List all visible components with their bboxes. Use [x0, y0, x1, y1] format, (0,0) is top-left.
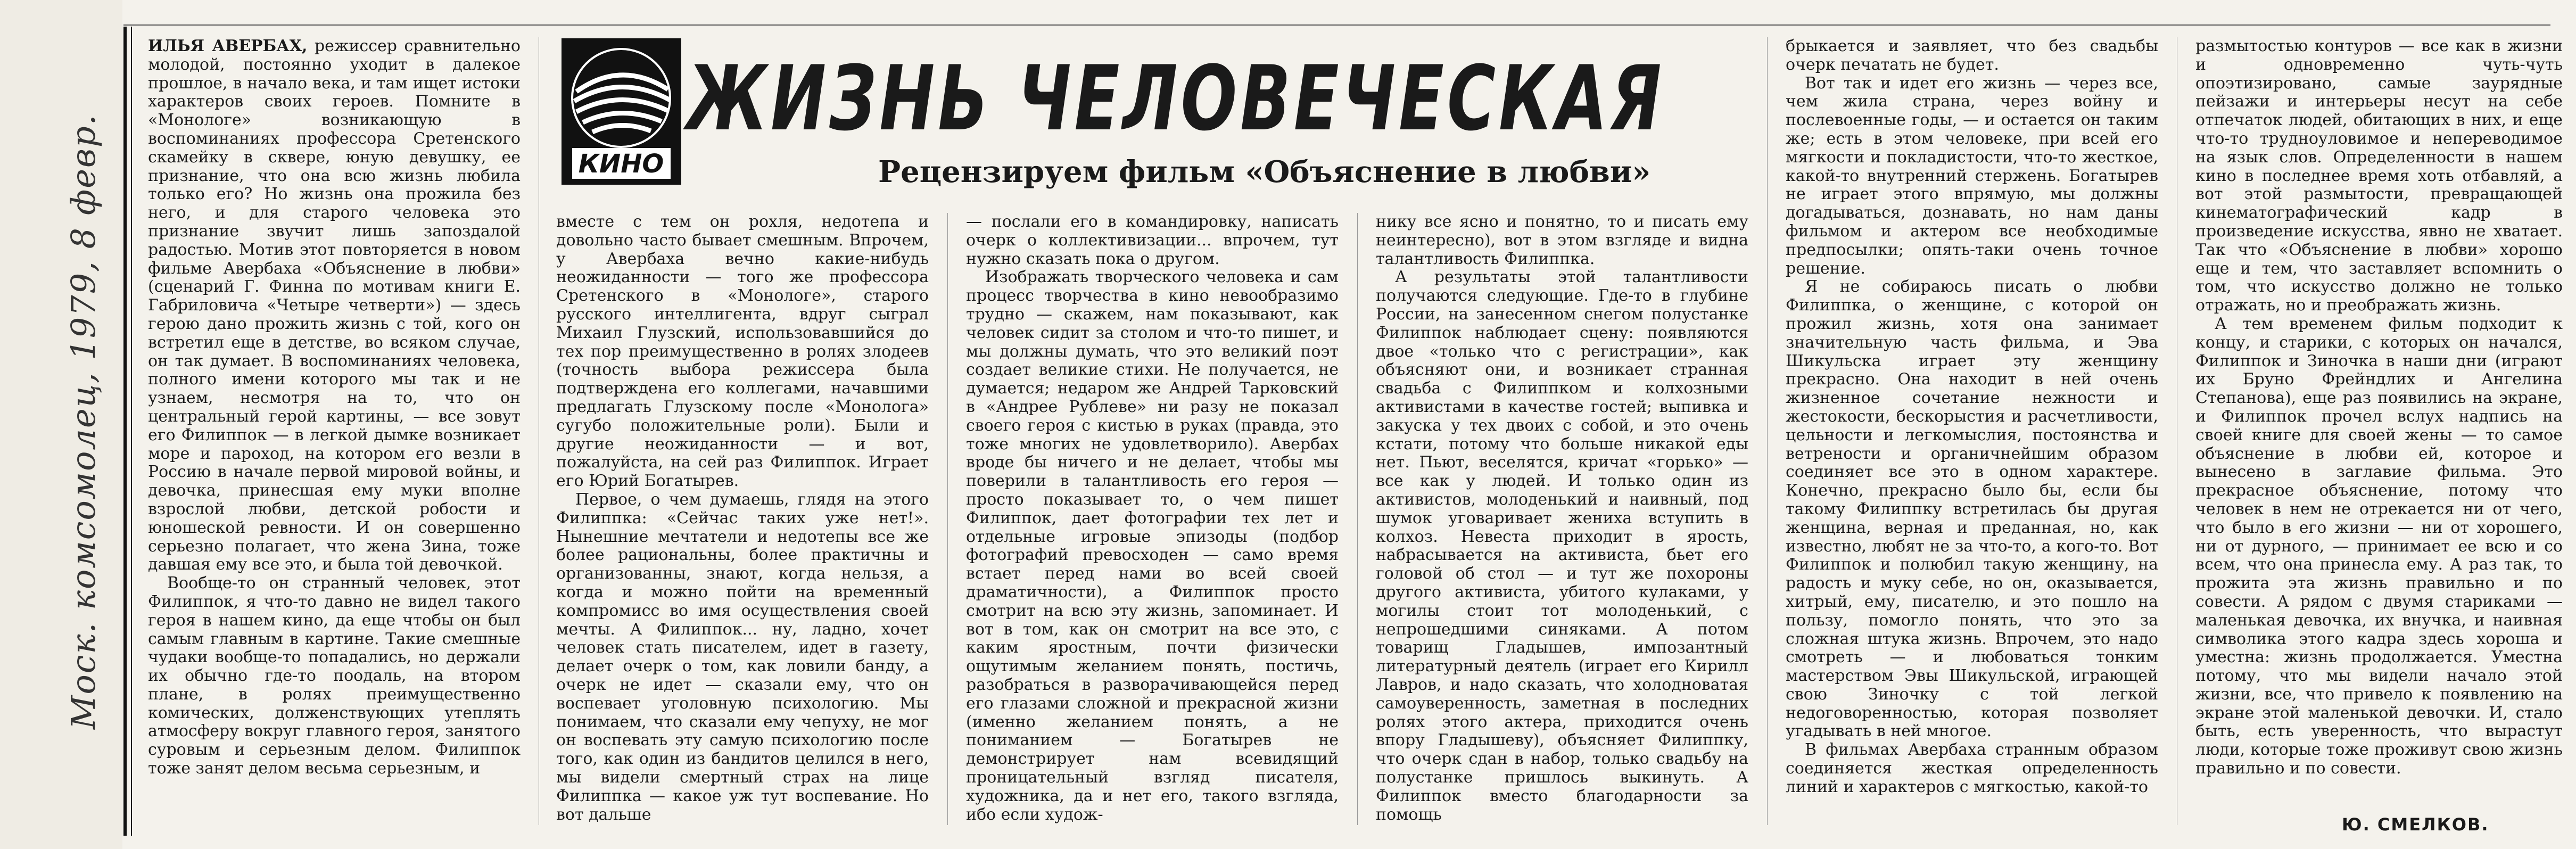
paragraph-text: режиссер сравнительно молодой, постоянно уходит в далекое прошлое, в начало века, и там ищет истоки характеров своих героев. Помните в «Монологе» возникающую в воспоминаниях профессора Сретенского скамейку в сквере, юную девушку, ее признание, что она всю жизнь любила только его? Но жизнь она прожила без него, и для старого человека это признание звучит лишь запоздалой радостью. Мотив этот повторяется в новом фильме Авербаха «Объяснение в любви» (сценарий Г. Финна по мотивам книги Е. Габриловича «Четыре четверти») — здесь герою дано прожить жизнь с той, кого он встретил еще в детстве, во всяком случае, он так думает. В воспоминаниях человека, полного имени которого мы так и не узнаем, несмотря на то, что он центральный герой картины, — все зовут его Филиппок — в легкой дымке возникает море и пароход, на котором его везли в Россию в начале первой мировой войны, и девочка, принесшая ему муки вполне взрослой любви, детской робости и юношеской ревности. И он совершенно серьезно полагает, что жена Зина, тоже давшая ему все это, и была той девочкой.: [148, 37, 521, 574]
article-column-2: [556, 213, 929, 825]
film-reel-icon: [562, 38, 681, 185]
left-border-thick: [123, 27, 127, 836]
top-border: [123, 24, 2550, 26]
article-column-1: [148, 37, 521, 825]
column-3-paragraph-2: Изображать творческого человека и сам процесс творчества в кино невообразимо трудно — скажем, нам показывают, как человек сидит за столом и что-то пишет, и мы должны думать, что это великий поэт создает великие стихи. Не получается, не думается; недаром же Андрей Тарковский в «Андрее Рублеве» ни разу не показал своего героя с кистью в руках (правда, это тоже многих не удовлетворило). Авербах вроде бы ничего и не делает, чтобы мы поверили в талантливость его героя — просто показывает то, о чем пишет Филиппок, дает фотографии тех лет и отдельные игровые эпизоды (подбор фотографий превосходен — само время встает перед нами во всей своей драматичности), а Филиппок просто смотрит на всю эту жизнь, запоминает. И вот в том, как он смотрит на все это, с каким яростным, почти физически ощутимым желанием понять, постичь, разобраться в разворачивающейся перед его глазами сложной и прекрасной жизни (именно желанием понять, а не пониманием — Богатырев не демонстрирует нам всевидящий проницательный взгляд писателя, художника, да и нет его, такого взгляда, ибо если худож-: [966, 268, 1339, 824]
column-1-paragraph-2: Вообще-то он странный человек, этот Филиппок, я что-то давно не видел такого героя в нашем кино, да еще чтобы он был самым главным в картине. Такие смешные чудаки вообще-то попадались, но держали их обычно где-то поодаль, на втором плане, в ролях преимущественно комических, долженствующих утеплять атмосферу вокруг главного героя, занятого суровым и серьезным делом. Филиппок тоже занят делом весьма серьезным, и: [148, 574, 521, 778]
article-column-5: [1786, 37, 2158, 825]
column-divider: [1767, 37, 1768, 825]
column-6-paragraph-1: размытостью контуров — все как в жизни и одновременно чуть-чуть опоэтизировано, самые заурядные пейзажи и интерьеры несут на себе отпечаток людей, обитающих в них, и еще что-то трудноуловимое и непереводимое на язык слов. Определенности в нашем кино в последнее время хоть отбавляй, а вот этой размытости, превращающей кинематографический кадр в произведение искусства, явно не хватает. Так что «Объяснение в любви» хорошо еще и тем, что заставляет вспомнить о том, что искусство должно не только отражать, но и преображать жизнь.: [2195, 37, 2563, 315]
article-column-3: [966, 213, 1339, 825]
logo-label: КИНО: [578, 149, 664, 179]
page-margin: [0, 0, 122, 849]
column-4-paragraph-1: нику все ясно и понятно, то и писать ему неинтересно), вот в этом взгляде и видна талантливость Филиппка.: [1376, 213, 1748, 268]
column-2-paragraph-1: вместе с тем он рохля, недотепа и довольно часто бывает смешным. Впрочем, у Авербаха вечно какие-нибудь неожиданности — того же профессора Сретенского в «Монологе», старого русского интеллигента, вдруг сыграл Михаил Глузский, использовавшийся до тех пор преимущественно в ролях злодеев (точность выбора режиссера была подтверждена его коллегами, начавшими предлагать Глузскому после «Монолога» сугубо положительные роли). Были и другие неожиданности — и вот, пожалуйста, на сей раз Филиппок. Играет его Юрий Богатырев.: [556, 213, 929, 491]
column-2-paragraph-2: Первое, о чем думаешь, глядя на этого Филиппка: «Сейчас таких уже нет!». Нынешние мечтатели и недотепы все же более рациональны, более практичны и организованны, знают, когда нельзя, а когда и можно пойти на временный компромисс во имя осуществления своей мечты. А Филиппок... ну, ладно, хочет человек стать писателем, идет в газету, делает очерк о том, как ловили банду, а очерк не идет — сказали ему, что он воспевает уголовную психологию. Мы понимаем, что сказали ему чепуху, не мог он воспевать эту самую психологию после того, как один из бандитов целился в него, мы видели смертный страх на лице Филиппка — какое уж тут воспевание. Но вот дальше: [556, 490, 929, 824]
kino-logo: [562, 38, 681, 185]
column-5-paragraph-1: брыкается и заявляет, что без свадьбы очерк печатать не будет.: [1786, 37, 2158, 74]
handwritten-annotation: Моск. комсомолец, 1979, 8 февр.: [64, 113, 103, 729]
article-column-4: [1376, 213, 1748, 825]
column-divider: [1357, 213, 1358, 825]
article-headline: ЖИЗНЬ ЧЕЛОВЕЧЕСКАЯ: [687, 46, 1665, 151]
column-5-paragraph-4: В фильмах Авербаха странным образом соединяется жесткая определенность линий и характеров с мягкостью, какой-то: [1786, 740, 2158, 796]
article-subheading: Рецензируем фильм «Объяснение в любви»: [878, 154, 1651, 189]
article-column-6: [2195, 37, 2563, 806]
column-4-paragraph-2: А результаты этой талантливости получаются следующие. Где-то в глубине России, на занесенном снегом полустанке Филиппок наблюдает сцену: появляются двое «только что с регистрации», как объясняют они, и возникает странная свадьба с Филиппком и колхозными активистами в качестве гостей; выпивка и закуска у тех двоих с собой, и это очень кстати, потому что больше никакой еды нет. Пьют, веселятся, кричат «горько» — все как у людей. И только один из активистов, молоденький и наивный, под шумок уговаривает жениха вступить в колхоз. Невеста приходит в ярость, набрасывается на активиста, бьет его головой об стол — и тут же похороны другого активиста, убитого кулаками, у могилы стоит тот молоденький, с непрошедшими синяками. А потом товарищ Гладышев, импозантный литературный деятель (играет его Кирилл Лавров, и надо сказать, что холодноватая самоуверенность, заметная в последних ролях этого актера, приходится очень впору Гладышеву), объясняет Филиппку, что очерк сдан в набор, только свадьбу на полустанке пришлось выкинуть. А Филиппок вместо благодарности за помощь: [1376, 268, 1748, 824]
column-3-paragraph-1: — послали его в командировку, написать очерк о коллективизации... впрочем, тут нужно сказать пока о другом.: [966, 213, 1339, 268]
column-5-paragraph-2: Вот так и идет его жизнь — через все, чем жила страна, через войну и послевоенные годы, — и остается он таким же; есть в этом человеке, при всей его мягкости и покладистости, что-то жесткое, какой-то внутренний стержень. Богатырев не играет этого впрямую, мы должны догадываться, дознавать, но нам даны фильмом и актером все необходимые предпосылки; опять-таки очень точное решение.: [1786, 73, 2158, 278]
author-lead: ИЛЬЯ АВЕРБАХ,: [148, 37, 308, 55]
column-1-paragraph-1: [148, 37, 521, 574]
left-border-thin: [131, 27, 132, 836]
column-divider: [947, 213, 948, 825]
column-6-paragraph-2: А тем временем фильм подходит к концу, и старики, с которых он начался, Филиппок и Зиночка в наши дни (играют их Бруно Фрейндлих и Ангелина Степанова), еще раз появились на экране, и Филиппок прочел вслух надпись на своей книге для своей жены — то самое объяснение в любви ей, которое и вынесено в заглавие фильма. Это прекрасное объяснение, потому что человек в нем не отрекается ни от чего, что было в его жизни — ни от хорошего, ни от дурного, — принимает ее всю и со всем, что она принесла ему. А раз так, то прожита эта жизнь правильно и по совести. А рядом с двумя стариками — маленькая девочка, их внучка, и наивная символика этого кадра здесь хороша и уместна: жизнь продолжается. Уместна потому, что мы видели начало этой жизни, все, что привело к появлению на экране этой маленькой девочки. И, стало быть, есть уверенность, что вырастут люди, которые тоже проживут свою жизнь правильно и по совести.: [2195, 314, 2563, 778]
author-signature: Ю. СМЕЛКОВ.: [2342, 814, 2489, 835]
column-5-paragraph-3: Я не собираюсь писать о любви Филиппка, о женщине, с которой он прожил жизнь, хотя она занимает значительную часть фильма, и Эва Шикульска играет эту женщину прекрасно. Она находит в ней очень жизненное сочетание нежности и жестокости, бескорыстия и расчетливости, цельности и легкомыслия, постоянства и ветрености и органичнейшим образом соединяет все это в одном характере. Конечно, прекрасно было бы, если бы такому Филиппку встретилась бы другая женщина, верная и преданная, но, как известно, любят не за что-то, а кого-то. Вот Филиппок и полюбил такую женщину, на радость и муку себе, но он, оказывается, хитрый, ему, писателю, и это пошло на пользу, помогло понять, что это за сложная штука жизнь. Впрочем, это надо смотреть — и любоваться тонким мастерством Эвы Шикульской, играющей свою Зиночку с той легкой недоговоренностью, которая позволяет угадывать в ней многое.: [1786, 277, 2158, 741]
